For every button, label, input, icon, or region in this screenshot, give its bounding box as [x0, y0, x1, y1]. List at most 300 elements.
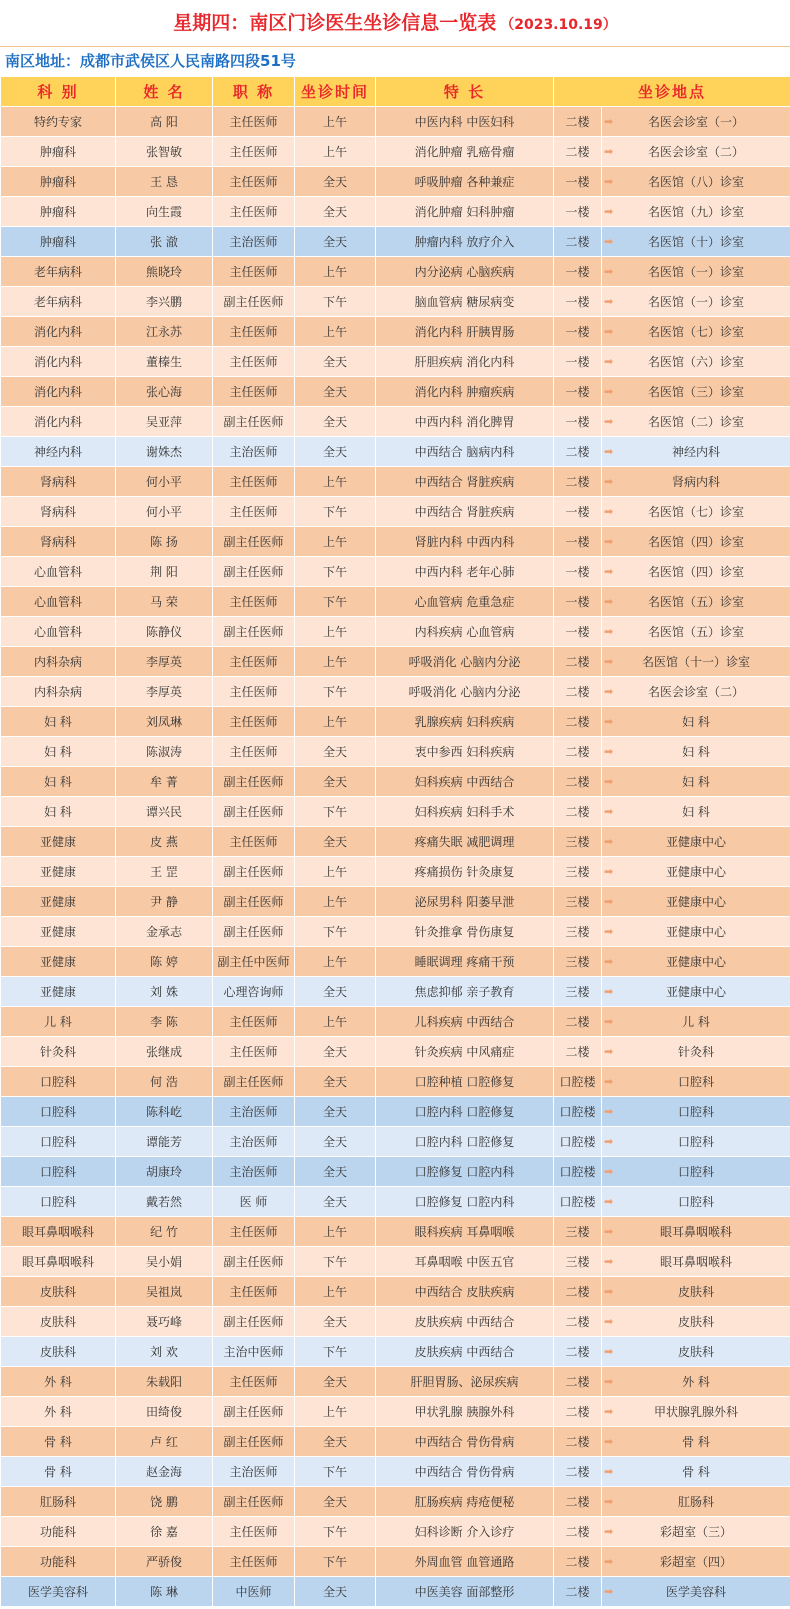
- cell-specialty: 针灸推拿 骨伤康复: [376, 917, 554, 947]
- cell-dept: 消化内科: [1, 347, 116, 377]
- cell-floor: 二楼: [554, 137, 602, 167]
- cell-specialty: 衷中参西 妇科疾病: [376, 737, 554, 767]
- room-label: 皮肤科: [678, 1345, 715, 1359]
- cell-name: 谢姝杰: [116, 437, 213, 467]
- cell-time: 全天: [295, 767, 376, 797]
- arrow-right-icon: ➡: [604, 565, 614, 578]
- cell-specialty: 甲状乳腺 胰腺外科: [376, 1397, 554, 1427]
- cell-specialty: 疼痛损伤 针灸康复: [376, 857, 554, 887]
- cell-title: 副主任医师: [213, 1247, 295, 1277]
- cell-dept: 眼耳鼻咽喉科: [1, 1217, 116, 1247]
- room-label: 名医馆（一）诊室: [648, 295, 745, 309]
- cell-name: 纪 竹: [116, 1217, 213, 1247]
- cell-name: 熊晓玲: [116, 257, 213, 287]
- cell-title: 主任医师: [213, 1037, 295, 1067]
- table-row: [1, 1187, 790, 1217]
- cell-room: [602, 1457, 790, 1487]
- arrow-right-icon: ➡: [604, 1555, 614, 1568]
- table-row: [1, 1157, 790, 1187]
- cell-specialty: 中西内科 老年心肺: [376, 557, 554, 587]
- cell-specialty: 妇科诊断 介入诊疗: [376, 1517, 554, 1547]
- cell-floor: 二楼: [554, 1337, 602, 1367]
- cell-room: [602, 467, 790, 497]
- table-row: [1, 737, 790, 767]
- table-row: [1, 917, 790, 947]
- arrow-right-icon: ➡: [604, 535, 614, 548]
- room-label: 名医馆（四）诊室: [648, 565, 745, 579]
- cell-dept: 消化内科: [1, 407, 116, 437]
- arrow-right-icon: ➡: [604, 415, 614, 428]
- room-label: 名医馆（一）诊室: [648, 265, 745, 279]
- cell-room: [602, 287, 790, 317]
- cell-floor: 一楼: [554, 527, 602, 557]
- cell-time: 上午: [295, 947, 376, 977]
- cell-time: 上午: [295, 1277, 376, 1307]
- cell-room: [602, 677, 790, 707]
- cell-floor: 口腔楼: [554, 1127, 602, 1157]
- table-row: [1, 407, 790, 437]
- cell-time: 上午: [295, 1007, 376, 1037]
- table-row: [1, 617, 790, 647]
- cell-name: 陈 琳: [116, 1577, 213, 1607]
- room-label: 儿 科: [682, 1015, 710, 1029]
- room-label: 名医馆（九）诊室: [648, 205, 745, 219]
- cell-dept: 妇 科: [1, 767, 116, 797]
- cell-title: 主任医师: [213, 197, 295, 227]
- cell-time: 全天: [295, 377, 376, 407]
- table-row: [1, 137, 790, 167]
- arrow-right-icon: ➡: [604, 1195, 614, 1208]
- cell-specialty: 消化肿瘤 妇科肿瘤: [376, 197, 554, 227]
- cell-room: [602, 557, 790, 587]
- cell-name: 向生霞: [116, 197, 213, 227]
- cell-time: 全天: [295, 167, 376, 197]
- arrow-right-icon: ➡: [604, 115, 614, 128]
- cell-specialty: 妇科疾病 妇科手术: [376, 797, 554, 827]
- cell-specialty: 肝胆疾病 消化内科: [376, 347, 554, 377]
- cell-title: 主任医师: [213, 1277, 295, 1307]
- cell-time: 全天: [295, 1127, 376, 1157]
- cell-title: 副主任医师: [213, 527, 295, 557]
- table-row: [1, 1217, 790, 1247]
- room-label: 名医馆（八）诊室: [648, 175, 745, 189]
- room-label: 名医馆（七）诊室: [648, 505, 745, 519]
- cell-dept: 肾病科: [1, 467, 116, 497]
- cell-name: 陈 扬: [116, 527, 213, 557]
- cell-time: 上午: [295, 257, 376, 287]
- cell-title: 主任医师: [213, 317, 295, 347]
- room-label: 名医馆（七）诊室: [648, 325, 745, 339]
- cell-specialty: 中西结合 骨伤骨病: [376, 1427, 554, 1457]
- table-row: [1, 1247, 790, 1277]
- table-row: [1, 287, 790, 317]
- room-label: 外 科: [682, 1375, 710, 1389]
- cell-time: 上午: [295, 1397, 376, 1427]
- table-row: [1, 227, 790, 257]
- cell-title: 主任医师: [213, 137, 295, 167]
- cell-title: 副主任医师: [213, 617, 295, 647]
- cell-time: 上午: [295, 647, 376, 677]
- cell-floor: 口腔楼: [554, 1097, 602, 1127]
- cell-room: [602, 617, 790, 647]
- cell-time: 下午: [295, 1457, 376, 1487]
- cell-title: 主任医师: [213, 257, 295, 287]
- cell-title: 副主任医师: [213, 1427, 295, 1457]
- cell-time: 全天: [295, 1307, 376, 1337]
- cell-time: 上午: [295, 467, 376, 497]
- cell-title: 主任医师: [213, 647, 295, 677]
- cell-dept: 肿瘤科: [1, 137, 116, 167]
- cell-floor: 二楼: [554, 1577, 602, 1607]
- cell-specialty: 中西结合 肾脏疾病: [376, 497, 554, 527]
- room-label: 皮肤科: [678, 1285, 715, 1299]
- cell-dept: 特约专家: [1, 107, 116, 137]
- cell-title: 主任医师: [213, 347, 295, 377]
- cell-floor: 二楼: [554, 1277, 602, 1307]
- cell-time: 下午: [295, 917, 376, 947]
- cell-name: 尹 静: [116, 887, 213, 917]
- cell-room: [602, 887, 790, 917]
- room-label: 妇 科: [682, 805, 710, 819]
- cell-dept: 亚健康: [1, 887, 116, 917]
- cell-room: [602, 737, 790, 767]
- cell-name: 卢 红: [116, 1427, 213, 1457]
- cell-time: 上午: [295, 707, 376, 737]
- arrow-right-icon: ➡: [604, 925, 614, 938]
- table-row: [1, 197, 790, 227]
- cell-specialty: 消化内科 肝胰胃肠: [376, 317, 554, 347]
- cell-dept: 亚健康: [1, 947, 116, 977]
- arrow-right-icon: ➡: [604, 1435, 614, 1448]
- cell-specialty: 口腔内科 口腔修复: [376, 1097, 554, 1127]
- arrow-right-icon: ➡: [604, 1285, 614, 1298]
- cell-dept: 心血管科: [1, 587, 116, 617]
- room-label: 骨 科: [682, 1435, 710, 1449]
- cell-name: 李厚英: [116, 647, 213, 677]
- cell-room: [602, 107, 790, 137]
- cell-name: 李 陈: [116, 1007, 213, 1037]
- arrow-right-icon: ➡: [604, 355, 614, 368]
- arrow-right-icon: ➡: [604, 235, 614, 248]
- cell-room: [602, 1397, 790, 1427]
- room-label: 妇 科: [682, 775, 710, 789]
- room-label: 亚健康中心: [666, 865, 727, 879]
- arrow-right-icon: ➡: [604, 1015, 614, 1028]
- cell-floor: 一楼: [554, 257, 602, 287]
- cell-title: 主任医师: [213, 707, 295, 737]
- table-row: [1, 317, 790, 347]
- cell-name: 王 罡: [116, 857, 213, 887]
- cell-title: 副主任医师: [213, 857, 295, 887]
- arrow-right-icon: ➡: [604, 265, 614, 278]
- arrow-right-icon: ➡: [604, 865, 614, 878]
- room-label: 名医馆（十一）诊室: [642, 655, 751, 669]
- cell-dept: 针灸科: [1, 1037, 116, 1067]
- cell-title: 主任医师: [213, 677, 295, 707]
- cell-title: 主任医师: [213, 1217, 295, 1247]
- cell-time: 上午: [295, 617, 376, 647]
- schedule-table: [0, 76, 790, 1607]
- room-label: 亚健康中心: [666, 895, 727, 909]
- arrow-right-icon: ➡: [604, 1585, 614, 1598]
- cell-name: 刘凤琳: [116, 707, 213, 737]
- table-row: [1, 947, 790, 977]
- cell-name: 吴亚萍: [116, 407, 213, 437]
- cell-specialty: 内科疾病 心血管病: [376, 617, 554, 647]
- arrow-right-icon: ➡: [604, 1255, 614, 1268]
- cell-dept: 口腔科: [1, 1127, 116, 1157]
- cell-time: 下午: [295, 587, 376, 617]
- arrow-right-icon: ➡: [604, 175, 614, 188]
- cell-name: 何小平: [116, 467, 213, 497]
- cell-room: [602, 257, 790, 287]
- room-label: 口腔科: [678, 1165, 715, 1179]
- cell-room: [602, 227, 790, 257]
- arrow-right-icon: ➡: [604, 955, 614, 968]
- room-label: 肛肠科: [678, 1495, 715, 1509]
- cell-room: [602, 647, 790, 677]
- cell-dept: 医学美容科: [1, 1577, 116, 1607]
- cell-room: [602, 317, 790, 347]
- arrow-right-icon: ➡: [604, 895, 614, 908]
- cell-name: 张继成: [116, 1037, 213, 1067]
- cell-floor: 二楼: [554, 1307, 602, 1337]
- cell-floor: 二楼: [554, 107, 602, 137]
- arrow-right-icon: ➡: [604, 145, 614, 158]
- cell-room: [602, 1547, 790, 1577]
- cell-time: 全天: [295, 1097, 376, 1127]
- room-label: 妇 科: [682, 715, 710, 729]
- room-label: 口腔科: [678, 1075, 715, 1089]
- cell-time: 下午: [295, 1517, 376, 1547]
- cell-dept: 消化内科: [1, 317, 116, 347]
- cell-floor: 二楼: [554, 1517, 602, 1547]
- cell-dept: 口腔科: [1, 1157, 116, 1187]
- table-row: [1, 1367, 790, 1397]
- cell-room: [602, 1577, 790, 1607]
- cell-floor: 三楼: [554, 977, 602, 1007]
- arrow-right-icon: ➡: [604, 775, 614, 788]
- cell-time: 下午: [295, 497, 376, 527]
- cell-floor: 二楼: [554, 767, 602, 797]
- cell-floor: 二楼: [554, 1007, 602, 1037]
- cell-dept: 妇 科: [1, 737, 116, 767]
- cell-title: 主任医师: [213, 497, 295, 527]
- room-label: 眼耳鼻咽喉科: [660, 1225, 733, 1239]
- table-row: [1, 557, 790, 587]
- cell-floor: 一楼: [554, 377, 602, 407]
- arrow-right-icon: ➡: [604, 1225, 614, 1238]
- cell-dept: 骨 科: [1, 1457, 116, 1487]
- cell-specialty: 焦虑抑郁 亲子教育: [376, 977, 554, 1007]
- cell-specialty: 心血管病 危重急症: [376, 587, 554, 617]
- cell-name: 朱载阳: [116, 1367, 213, 1397]
- arrow-right-icon: ➡: [604, 835, 614, 848]
- cell-name: 谭能芳: [116, 1127, 213, 1157]
- cell-time: 全天: [295, 1187, 376, 1217]
- cell-room: [602, 197, 790, 227]
- cell-title: 副主任中医师: [213, 947, 295, 977]
- cell-specialty: 妇科疾病 中西结合: [376, 767, 554, 797]
- page-title: [0, 0, 790, 47]
- cell-time: 下午: [295, 557, 376, 587]
- cell-floor: 口腔楼: [554, 1157, 602, 1187]
- cell-dept: 肾病科: [1, 497, 116, 527]
- table-body: [1, 107, 790, 1607]
- cell-specialty: 皮肤疾病 中西结合: [376, 1337, 554, 1367]
- table-row: [1, 347, 790, 377]
- cell-dept: 亚健康: [1, 827, 116, 857]
- table-row: [1, 1067, 790, 1097]
- cell-dept: 亚健康: [1, 857, 116, 887]
- cell-dept: 儿 科: [1, 1007, 116, 1037]
- cell-name: 李兴鹏: [116, 287, 213, 317]
- cell-time: 全天: [295, 827, 376, 857]
- cell-floor: 二楼: [554, 1487, 602, 1517]
- arrow-right-icon: ➡: [604, 625, 614, 638]
- table-row: [1, 1517, 790, 1547]
- arrow-right-icon: ➡: [604, 1045, 614, 1058]
- cell-name: 董榛生: [116, 347, 213, 377]
- cell-room: [602, 977, 790, 1007]
- cell-floor: 二楼: [554, 707, 602, 737]
- cell-specialty: 口腔内科 口腔修复: [376, 1127, 554, 1157]
- cell-name: 戴若然: [116, 1187, 213, 1217]
- arrow-right-icon: ➡: [604, 655, 614, 668]
- cell-floor: 一楼: [554, 407, 602, 437]
- cell-title: 主治医师: [213, 227, 295, 257]
- cell-floor: 一楼: [554, 617, 602, 647]
- room-label: 名医馆（四）诊室: [648, 535, 745, 549]
- room-label: 名医馆（五）诊室: [648, 625, 745, 639]
- cell-dept: 功能科: [1, 1547, 116, 1577]
- cell-name: 皮 燕: [116, 827, 213, 857]
- cell-floor: 三楼: [554, 947, 602, 977]
- room-label: 口腔科: [678, 1135, 715, 1149]
- room-label: 名医馆（三）诊室: [648, 385, 745, 399]
- table-row: [1, 977, 790, 1007]
- cell-specialty: 中西结合 皮肤疾病: [376, 1277, 554, 1307]
- table-row: [1, 1337, 790, 1367]
- cell-floor: 二楼: [554, 437, 602, 467]
- cell-dept: 外 科: [1, 1397, 116, 1427]
- cell-time: 上午: [295, 107, 376, 137]
- header-dept: 科 别: [1, 77, 116, 107]
- cell-title: 主治医师: [213, 1127, 295, 1157]
- room-label: 妇 科: [682, 745, 710, 759]
- table-row: [1, 887, 790, 917]
- cell-room: [602, 1127, 790, 1157]
- cell-title: 主任医师: [213, 587, 295, 617]
- cell-specialty: 内分泌病 心脑疾病: [376, 257, 554, 287]
- table-row: [1, 107, 790, 137]
- cell-title: 副主任医师: [213, 1067, 295, 1097]
- cell-floor: 一楼: [554, 317, 602, 347]
- cell-floor: 二楼: [554, 797, 602, 827]
- cell-dept: 皮肤科: [1, 1277, 116, 1307]
- room-label: 神经内科: [672, 445, 721, 459]
- cell-floor: 口腔楼: [554, 1187, 602, 1217]
- cell-title: 主治中医师: [213, 1337, 295, 1367]
- cell-specialty: 泌尿男科 阳萎早泄: [376, 887, 554, 917]
- cell-name: 谭兴民: [116, 797, 213, 827]
- cell-floor: 一楼: [554, 287, 602, 317]
- cell-time: 全天: [295, 1367, 376, 1397]
- cell-floor: 一楼: [554, 197, 602, 227]
- arrow-right-icon: ➡: [604, 985, 614, 998]
- cell-name: 何小平: [116, 497, 213, 527]
- cell-specialty: 耳鼻咽喉 中医五官: [376, 1247, 554, 1277]
- cell-specialty: 肝胆胃肠、泌尿疾病: [376, 1367, 554, 1397]
- cell-room: [602, 1007, 790, 1037]
- arrow-right-icon: ➡: [604, 295, 614, 308]
- cell-specialty: 消化肿瘤 乳癌骨瘤: [376, 137, 554, 167]
- arrow-right-icon: ➡: [604, 1135, 614, 1148]
- arrow-right-icon: ➡: [604, 325, 614, 338]
- cell-time: 全天: [295, 1487, 376, 1517]
- table-row: [1, 1427, 790, 1457]
- table-row: [1, 1037, 790, 1067]
- cell-name: 何 浩: [116, 1067, 213, 1097]
- arrow-right-icon: ➡: [604, 1525, 614, 1538]
- cell-name: 金承志: [116, 917, 213, 947]
- cell-name: 吴小娟: [116, 1247, 213, 1277]
- table-row: [1, 167, 790, 197]
- cell-name: 高 阳: [116, 107, 213, 137]
- cell-specialty: 脑血管病 糖尿病变: [376, 287, 554, 317]
- cell-name: 陈淑涛: [116, 737, 213, 767]
- cell-room: [602, 1427, 790, 1457]
- cell-specialty: 肿瘤内科 放疗介入: [376, 227, 554, 257]
- cell-floor: 三楼: [554, 887, 602, 917]
- cell-title: 主任医师: [213, 827, 295, 857]
- cell-name: 王 恳: [116, 167, 213, 197]
- cell-title: 主任医师: [213, 1517, 295, 1547]
- cell-specialty: 呼吸肿瘤 各种兼症: [376, 167, 554, 197]
- cell-title: 副主任医师: [213, 1487, 295, 1517]
- cell-name: 张心海: [116, 377, 213, 407]
- cell-name: 李厚英: [116, 677, 213, 707]
- cell-name: 马 荣: [116, 587, 213, 617]
- arrow-right-icon: ➡: [604, 505, 614, 518]
- table-row: [1, 677, 790, 707]
- cell-title: 主任医师: [213, 107, 295, 137]
- cell-time: 全天: [295, 1157, 376, 1187]
- cell-room: [602, 767, 790, 797]
- arrow-right-icon: ➡: [604, 1465, 614, 1478]
- cell-dept: 皮肤科: [1, 1337, 116, 1367]
- cell-dept: 口腔科: [1, 1097, 116, 1127]
- arrow-right-icon: ➡: [604, 1165, 614, 1178]
- cell-room: [602, 857, 790, 887]
- cell-specialty: 皮肤疾病 中西结合: [376, 1307, 554, 1337]
- cell-specialty: 口腔修复 口腔内科: [376, 1187, 554, 1217]
- cell-floor: 二楼: [554, 647, 602, 677]
- room-label: 名医会诊室（二）: [648, 685, 745, 699]
- table-row: [1, 377, 790, 407]
- cell-specialty: 中西结合 骨伤骨病: [376, 1457, 554, 1487]
- cell-specialty: 睡眠调理 疼痛干预: [376, 947, 554, 977]
- cell-time: 全天: [295, 437, 376, 467]
- cell-dept: 肛肠科: [1, 1487, 116, 1517]
- table-row: [1, 1577, 790, 1607]
- cell-time: 下午: [295, 1337, 376, 1367]
- cell-name: 聂巧峰: [116, 1307, 213, 1337]
- cell-time: 全天: [295, 1577, 376, 1607]
- cell-floor: 三楼: [554, 827, 602, 857]
- cell-room: [602, 827, 790, 857]
- arrow-right-icon: ➡: [604, 1345, 614, 1358]
